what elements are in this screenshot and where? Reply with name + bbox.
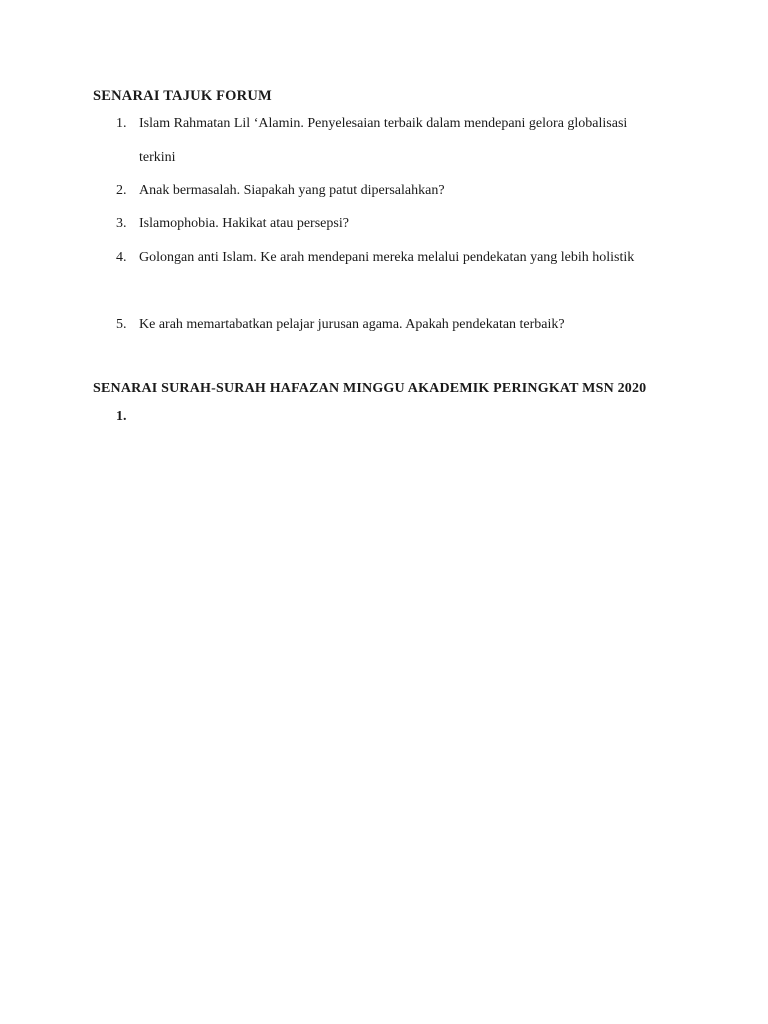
list-number: 2. bbox=[116, 183, 127, 198]
list-number: 4. bbox=[116, 250, 127, 265]
list-number: 5. bbox=[116, 317, 127, 332]
section-title-forum: SENARAI TAJUK FORUM bbox=[93, 88, 272, 104]
list-number: 1. bbox=[116, 116, 127, 131]
list-text: Islam Rahmatan Lil ‘Alamin. Penyelesaian terbaik dalam mendepani gelora globalisasi terkini bbox=[139, 116, 628, 165]
surah-list-number: 1. bbox=[116, 409, 127, 424]
list-item bbox=[116, 174, 676, 208]
list-text: Anak bermasalah. Siapakah yang patut dipersalahkan? bbox=[139, 183, 445, 198]
list-text: Golongan anti Islam. Ke arah mendepani mereka melalui pendekatan yang lebih holistik bbox=[139, 250, 635, 265]
list-item bbox=[116, 241, 676, 275]
list-number: 3. bbox=[116, 216, 127, 231]
list-item bbox=[116, 207, 676, 241]
list-text: Ke arah memartabatkan pelajar jurusan agama. Apakah pendekatan terbaik? bbox=[139, 317, 565, 332]
section-title-surah: SENARAI SURAH-SURAH HAFAZAN MINGGU AKADEMIK PERINGKAT MSN 2020 bbox=[93, 381, 647, 396]
list-item bbox=[116, 308, 676, 342]
list-text: Islamophobia. Hakikat atau persepsi? bbox=[139, 216, 349, 231]
list-item bbox=[116, 107, 676, 175]
